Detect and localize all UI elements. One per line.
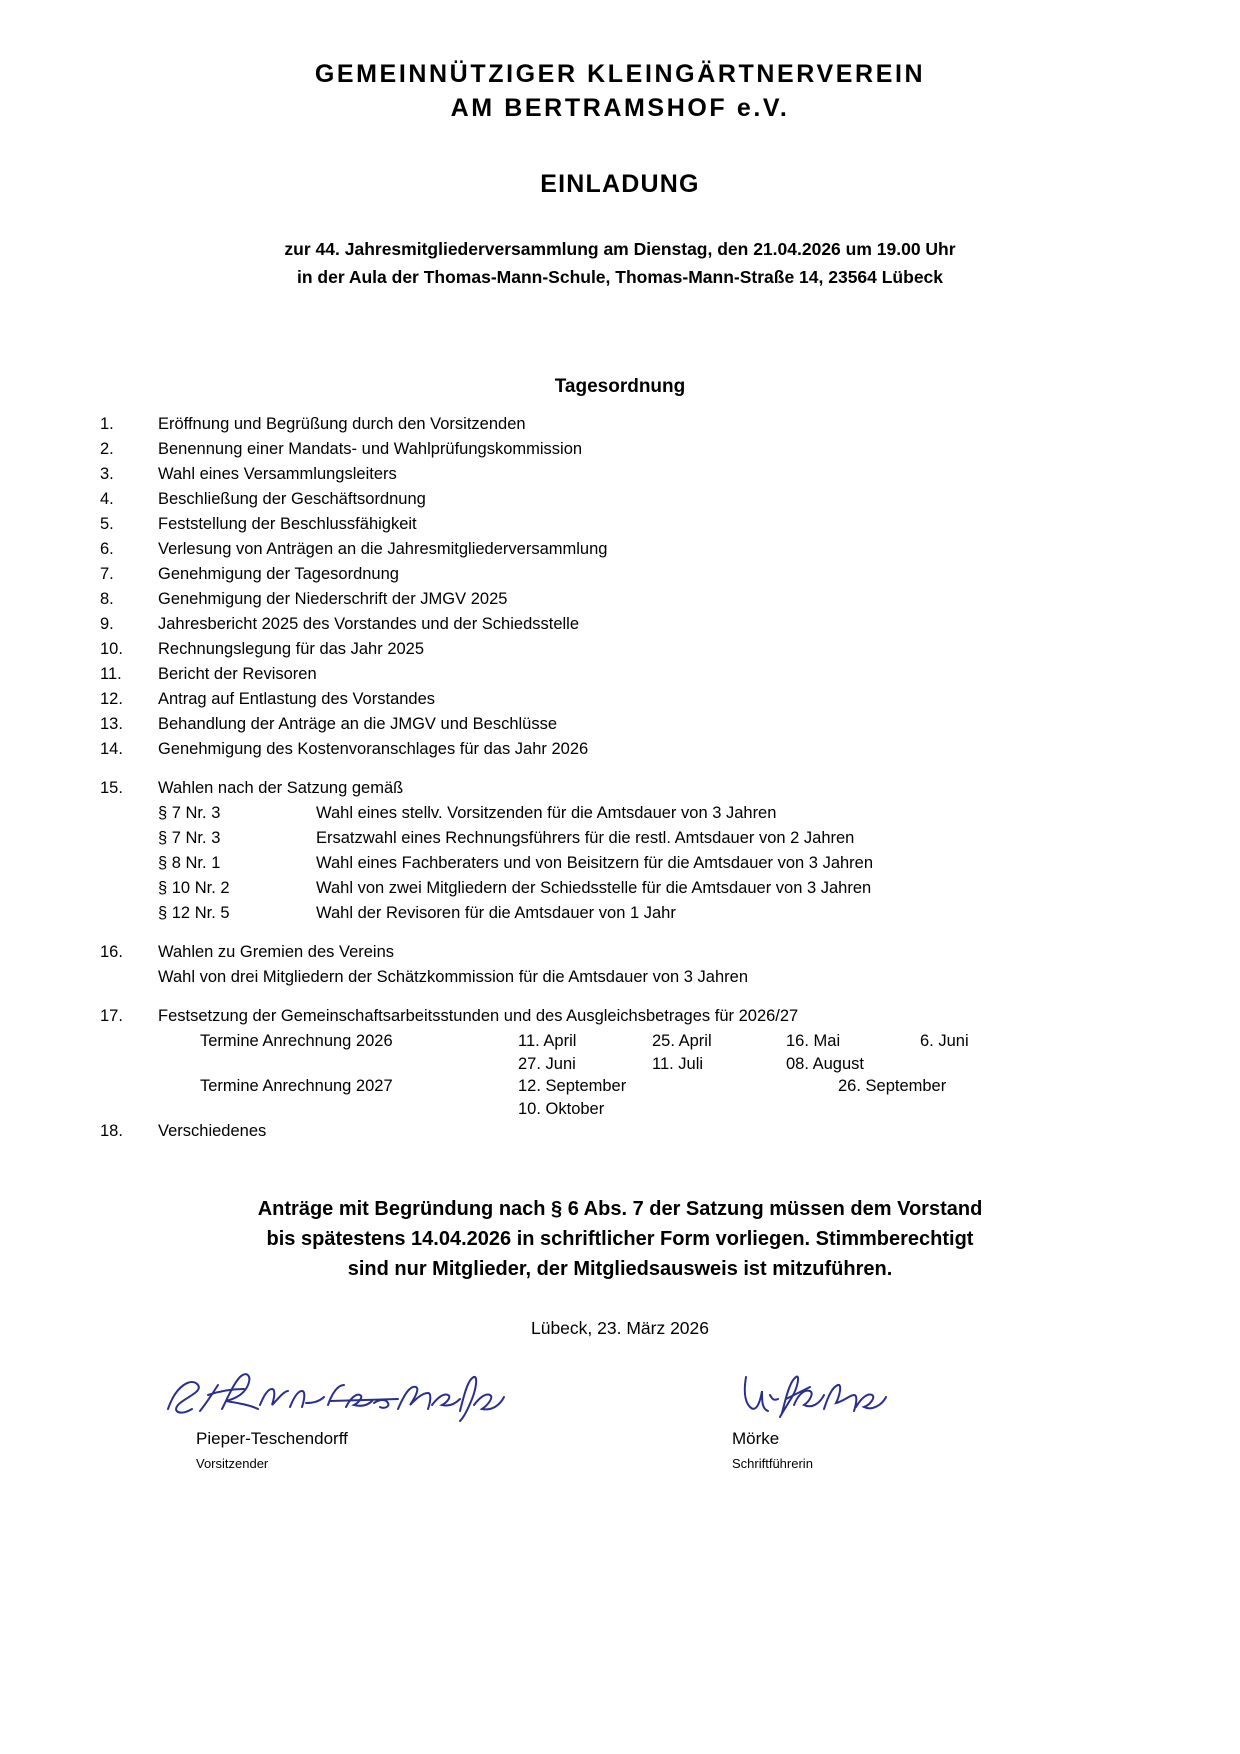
agenda-item (100, 441, 1140, 458)
agenda-item-number: 8. (100, 590, 114, 609)
agenda-item-text: Wahl eines Versammlungsleiters (158, 465, 397, 484)
agenda-item-number: 9. (100, 615, 114, 634)
agenda-subitem-text: Ersatzwahl eines Rechnungsführers für die restl. Amtsdauer von 2 Jahren (316, 829, 855, 848)
document-title: EINLADUNG (540, 169, 700, 198)
agenda-item-text: Verschiedenes (158, 1122, 267, 1141)
termine-row (200, 1056, 1140, 1073)
notice-block (100, 1194, 1140, 1284)
signature-chairperson-role: Vorsitzender (196, 1455, 269, 1471)
termine-row (200, 1101, 1140, 1118)
agenda-subitem (158, 880, 1140, 897)
agenda-item-number: 13. (100, 715, 123, 734)
agenda-item-text: Feststellung der Beschlussfähigkeit (158, 515, 417, 534)
termine-date (1024, 1078, 1158, 1095)
agenda-subitem (158, 855, 1140, 872)
termine-date: 6. Juni (920, 1032, 969, 1051)
agenda-item-number: 10. (100, 640, 123, 659)
termine-date: 11. Juli (652, 1054, 704, 1073)
termine-row (200, 1078, 1140, 1095)
termine-row (200, 1033, 1140, 1050)
agenda-subitem-reference: § 8 Nr. 1 (158, 854, 221, 873)
agenda-item-text: Verlesung von Anträgen an die Jahresmitgliederversammlung (158, 540, 608, 559)
agenda-subitem (158, 905, 1140, 922)
termine-date (1024, 1101, 1158, 1118)
agenda-subitem-reference: § 7 Nr. 3 (158, 804, 221, 823)
meeting-info-line1: zur 44. Jahresmitgliederversammlung am Dienstag, den 21.04.2026 um 19.00 Uhr (284, 238, 956, 259)
signature-block-chairperson (148, 1365, 508, 1471)
termine-date: 27. Juni (518, 1054, 576, 1073)
termine-dates (518, 1033, 1140, 1050)
signature-secretary-image (732, 1365, 1092, 1427)
agenda-item-number: 15. (100, 779, 123, 798)
notice-line1: Anträge mit Begründung nach § 6 Abs. 7 der Satzung müssen dem Vorstand (257, 1197, 983, 1220)
agenda-spacer (100, 930, 1140, 944)
agenda-item-number: 4. (100, 490, 114, 509)
termine-date (704, 1101, 838, 1118)
agenda-item-text: Genehmigung der Niederschrift der JMGV 2025 (158, 590, 508, 609)
agenda-item-number: 3. (100, 465, 114, 484)
agenda-item-text: Genehmigung der Tagesordnung (158, 565, 399, 584)
agenda-item-text: Eröffnung und Begrüßung durch den Vorsitzenden (158, 415, 526, 434)
agenda-spacer (100, 766, 1140, 780)
agenda-item-18 (100, 1123, 1140, 1140)
termine-date (838, 1101, 1024, 1118)
signature-chairperson-image (148, 1365, 508, 1427)
signature-area (100, 1365, 1140, 1471)
agenda-item-15 (100, 780, 1140, 797)
organization-title-line1: GEMEINNÜTZIGER KLEINGÄRTNERVEREIN (314, 60, 926, 88)
agenda-item-number: 12. (100, 690, 123, 709)
meeting-info (100, 235, 1140, 293)
termine-date: 08. August (786, 1054, 864, 1073)
agenda-subitem (158, 805, 1140, 822)
agenda-item-number: 7. (100, 565, 114, 584)
notice-line3: sind nur Mitglieder, der Mitgliedsausweis ist mitzuführen. (347, 1257, 893, 1280)
agenda-item-number: 18. (100, 1122, 123, 1141)
agenda-subitem-text: Wahl eines Fachberaters und von Beisitzern für die Amtsdauer von 3 Jahren (316, 854, 874, 873)
agenda-item-text: Wahlen nach der Satzung gemäß (158, 779, 404, 798)
agenda-item-number: 5. (100, 515, 114, 534)
agenda-item (100, 416, 1140, 433)
agenda-list (100, 416, 1140, 1140)
agenda-item-text: Bericht der Revisoren (158, 665, 317, 684)
organization-title-line2: AM BERTRAMSHOF e.V. (450, 93, 790, 122)
agenda-item-15-subitems (158, 805, 1140, 922)
signature-secretary-role: Schriftführerin (732, 1455, 813, 1471)
agenda-item (100, 716, 1140, 733)
termine-dates (518, 1078, 1158, 1095)
agenda-item (100, 516, 1140, 533)
agenda-subitem-text: Wahl von zwei Mitgliedern der Schiedsstelle für die Amtsdauer von 3 Jahren (316, 879, 872, 898)
agenda-item-number: 2. (100, 440, 114, 459)
agenda-item-text: Rechnungslegung für das Jahr 2025 (158, 640, 425, 659)
agenda-item-16 (100, 944, 1140, 961)
signature-secretary-name: Mörke (732, 1428, 780, 1448)
agenda-item (100, 491, 1140, 508)
agenda-item-number: 11. (100, 665, 122, 684)
termine-dates (518, 1056, 1140, 1073)
termine-date: 26. September (838, 1077, 947, 1096)
agenda-item (100, 616, 1140, 633)
agenda-item (100, 566, 1140, 583)
agenda-subitem-reference: § 10 Nr. 2 (158, 879, 230, 898)
agenda-item (100, 466, 1140, 483)
agenda-item-text: Jahresbericht 2025 des Vorstandes und der Schiedsstelle (158, 615, 580, 634)
notice-line2: bis spätestens 14.04.2026 in schriftlicher Form vorliegen. Stimmberechtigt (266, 1227, 974, 1250)
agenda-item-16-continuation: Wahl von drei Mitgliedern der Schätzkommission für die Amtsdauer von 3 Jahren (158, 968, 748, 987)
agenda-item-text: Antrag auf Entlastung des Vorstandes (158, 690, 436, 709)
agenda-subitem-reference: § 12 Nr. 5 (158, 904, 230, 923)
organization-title (100, 58, 1140, 126)
agenda-item (100, 666, 1140, 683)
agenda-item-number: 14. (100, 740, 123, 759)
termine-date: 16. Mai (786, 1032, 841, 1051)
agenda-item-text: Beschließung der Geschäftsordnung (158, 490, 426, 509)
agenda-item-number: 1. (100, 415, 114, 434)
signature-chairperson-name: Pieper-Teschendorff (196, 1428, 348, 1448)
agenda-item-text: Wahlen zu Gremien des Vereins (158, 943, 395, 962)
termine-date: 12. September (518, 1077, 627, 1096)
agenda-spacer (100, 994, 1140, 1008)
meeting-info-line2: in der Aula der Thomas-Mann-Schule, Thomas-Mann-Straße 14, 23564 Lübeck (296, 267, 944, 288)
termine-date: 10. Oktober (518, 1099, 605, 1118)
agenda-item-text: Benennung einer Mandats- und Wahlprüfungskommission (158, 440, 583, 459)
termine-table (200, 1033, 1140, 1117)
termine-label: Termine Anrechnung 2026 (200, 1032, 393, 1051)
agenda-item-number: 6. (100, 540, 114, 559)
agenda-subitem (158, 830, 1140, 847)
termine-date: 11. April (518, 1032, 577, 1051)
agenda-item (100, 741, 1140, 758)
agenda-item-number: 17. (100, 1007, 123, 1026)
agenda-item-text: Genehmigung des Kostenvoranschlages für das Jahr 2026 (158, 740, 589, 759)
agenda-item-17 (100, 1008, 1140, 1025)
agenda-item (100, 541, 1140, 558)
agenda-heading: Tagesordnung (554, 376, 686, 398)
agenda-item-text: Behandlung der Anträge an die JMGV und Beschlüsse (158, 715, 558, 734)
termine-date (704, 1078, 838, 1095)
place-and-date: Lübeck, 23. März 2026 (530, 1317, 710, 1338)
agenda-item (100, 691, 1140, 708)
agenda-item-text: Festsetzung der Gemeinschaftsarbeitsstunden und des Ausgleichsbetrages für 2026/27 (158, 1007, 799, 1026)
termine-dates (518, 1101, 1158, 1118)
agenda-subitem-reference: § 7 Nr. 3 (158, 829, 221, 848)
agenda-subitem-text: Wahl eines stellv. Vorsitzenden für die Amtsdauer von 3 Jahren (316, 804, 777, 823)
agenda-item (100, 591, 1140, 608)
signature-block-secretary (688, 1365, 1092, 1471)
agenda-item (100, 641, 1140, 658)
agenda-item-number: 16. (100, 943, 123, 962)
termine-date (920, 1056, 1054, 1073)
termine-date: 25. April (652, 1032, 712, 1051)
agenda-subitem-text: Wahl der Revisoren für die Amtsdauer von 1 Jahr (316, 904, 676, 923)
termine-label: Termine Anrechnung 2027 (200, 1077, 393, 1096)
